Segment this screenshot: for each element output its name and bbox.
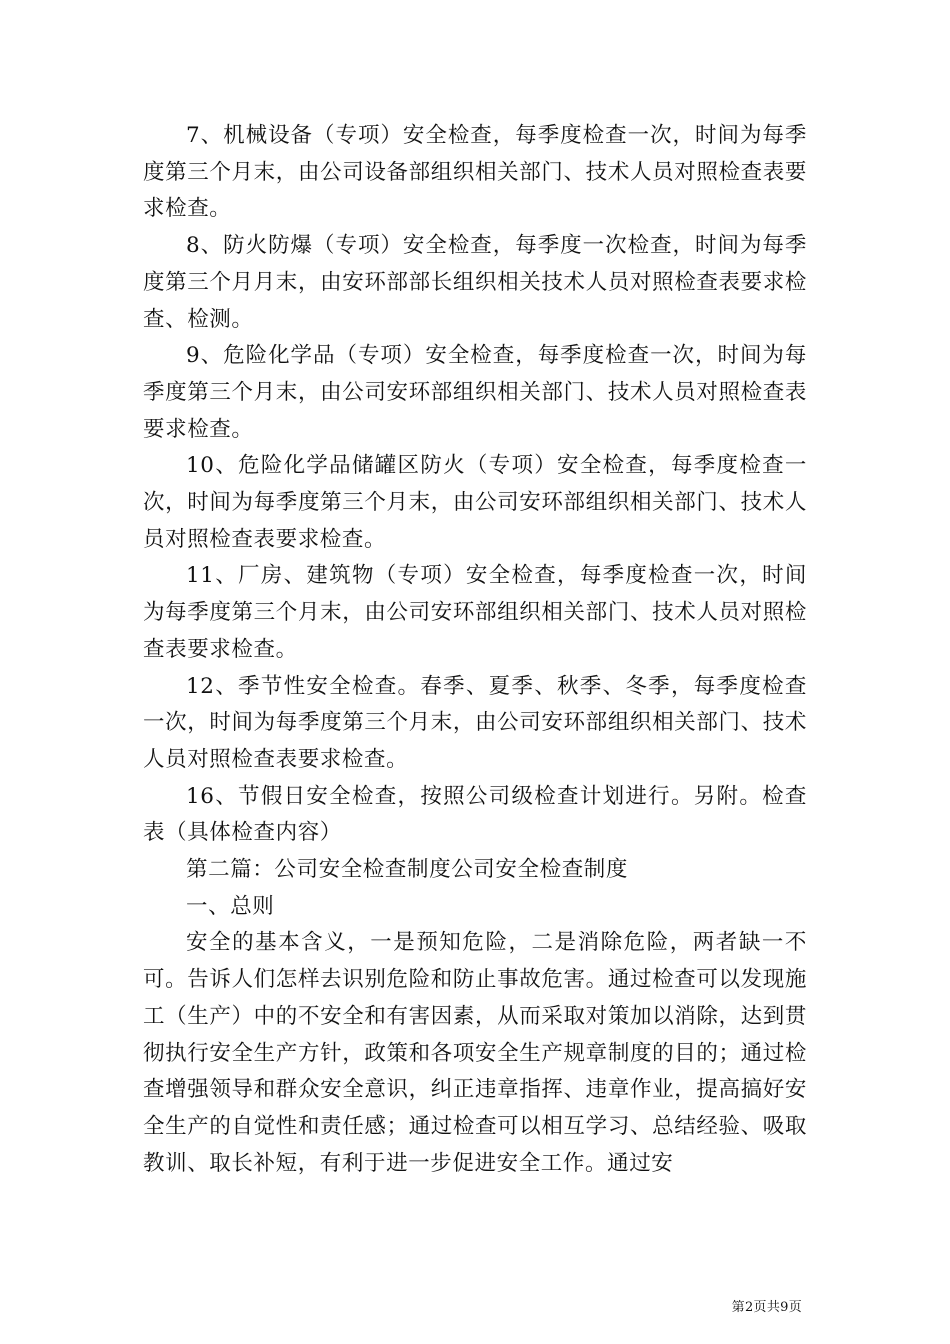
page-number: 第2页共9页 — [731, 1300, 802, 1315]
paragraph-item-7: 7、机械设备（专项）安全检查，每季度检查一次，时间为每季度第三个月末，由公司设备部组织相关部门、技术人员对照检查表要求检查。 — [143, 123, 807, 222]
paragraph-item-10: 10、危险化学品储罐区防火（专项）安全检查，每季度检查一次，时间为每季度第三个月末，由公司安环部组织相关部门、技术人员对照检查表要求检查。 — [143, 453, 807, 552]
section-title: 第二篇：公司安全检查制度公司安全检查制度 — [186, 857, 629, 883]
document-body — [143, 118, 807, 1182]
paragraph-item-11: 11、厂房、建筑物（专项）安全检查，每季度检查一次，时间为每季度第三个月末，由公司安环部组织相关部门、技术人员对照检查表要求检查。 — [143, 563, 807, 662]
paragraph-item-16: 16、节假日安全检查，按照公司级检查计划进行。另附。检查表（具体检查内容） — [143, 783, 807, 846]
paragraph-item-9: 9、危险化学品（专项）安全检查，每季度检查一次，时间为每季度第三个月末，由公司安环部组织相关部门、技术人员对照检查表要求检查。 — [143, 343, 807, 442]
body-paragraph: 安全的基本含义，一是预知危险，二是消除危险，两者缺一不可。告诉人们怎样去识别危险和防止事故危害。通过检查可以发现施工（生产）中的不安全和有害因素，从而采取对策加以消除，达到贯彻执行安全生产方针，政策和各项安全生产规章制度的目的；通过检查增强领导和群众安全意识，纠正违章指挥、违章作业，提高搞好安全生产的自觉性和责任感；通过检查可以相互学习、总结经验、吸取教训、取长补短，有利于进一步促进安全工作。通过安 — [143, 930, 807, 1176]
paragraph-item-8: 8、防火防爆（专项）安全检查，每季度一次检查，时间为每季度第三个月月末，由安环部部长组织相关技术人员对照检查表要求检查、检测。 — [143, 233, 807, 332]
section-heading: 一、总则 — [186, 893, 275, 919]
paragraph-item-12: 12、季节性安全检查。春季、夏季、秋季、冬季，每季度检查一次，时间为每季度第三个月末，由公司安环部组织相关部门、技术人员对照检查表要求检查。 — [143, 673, 807, 772]
